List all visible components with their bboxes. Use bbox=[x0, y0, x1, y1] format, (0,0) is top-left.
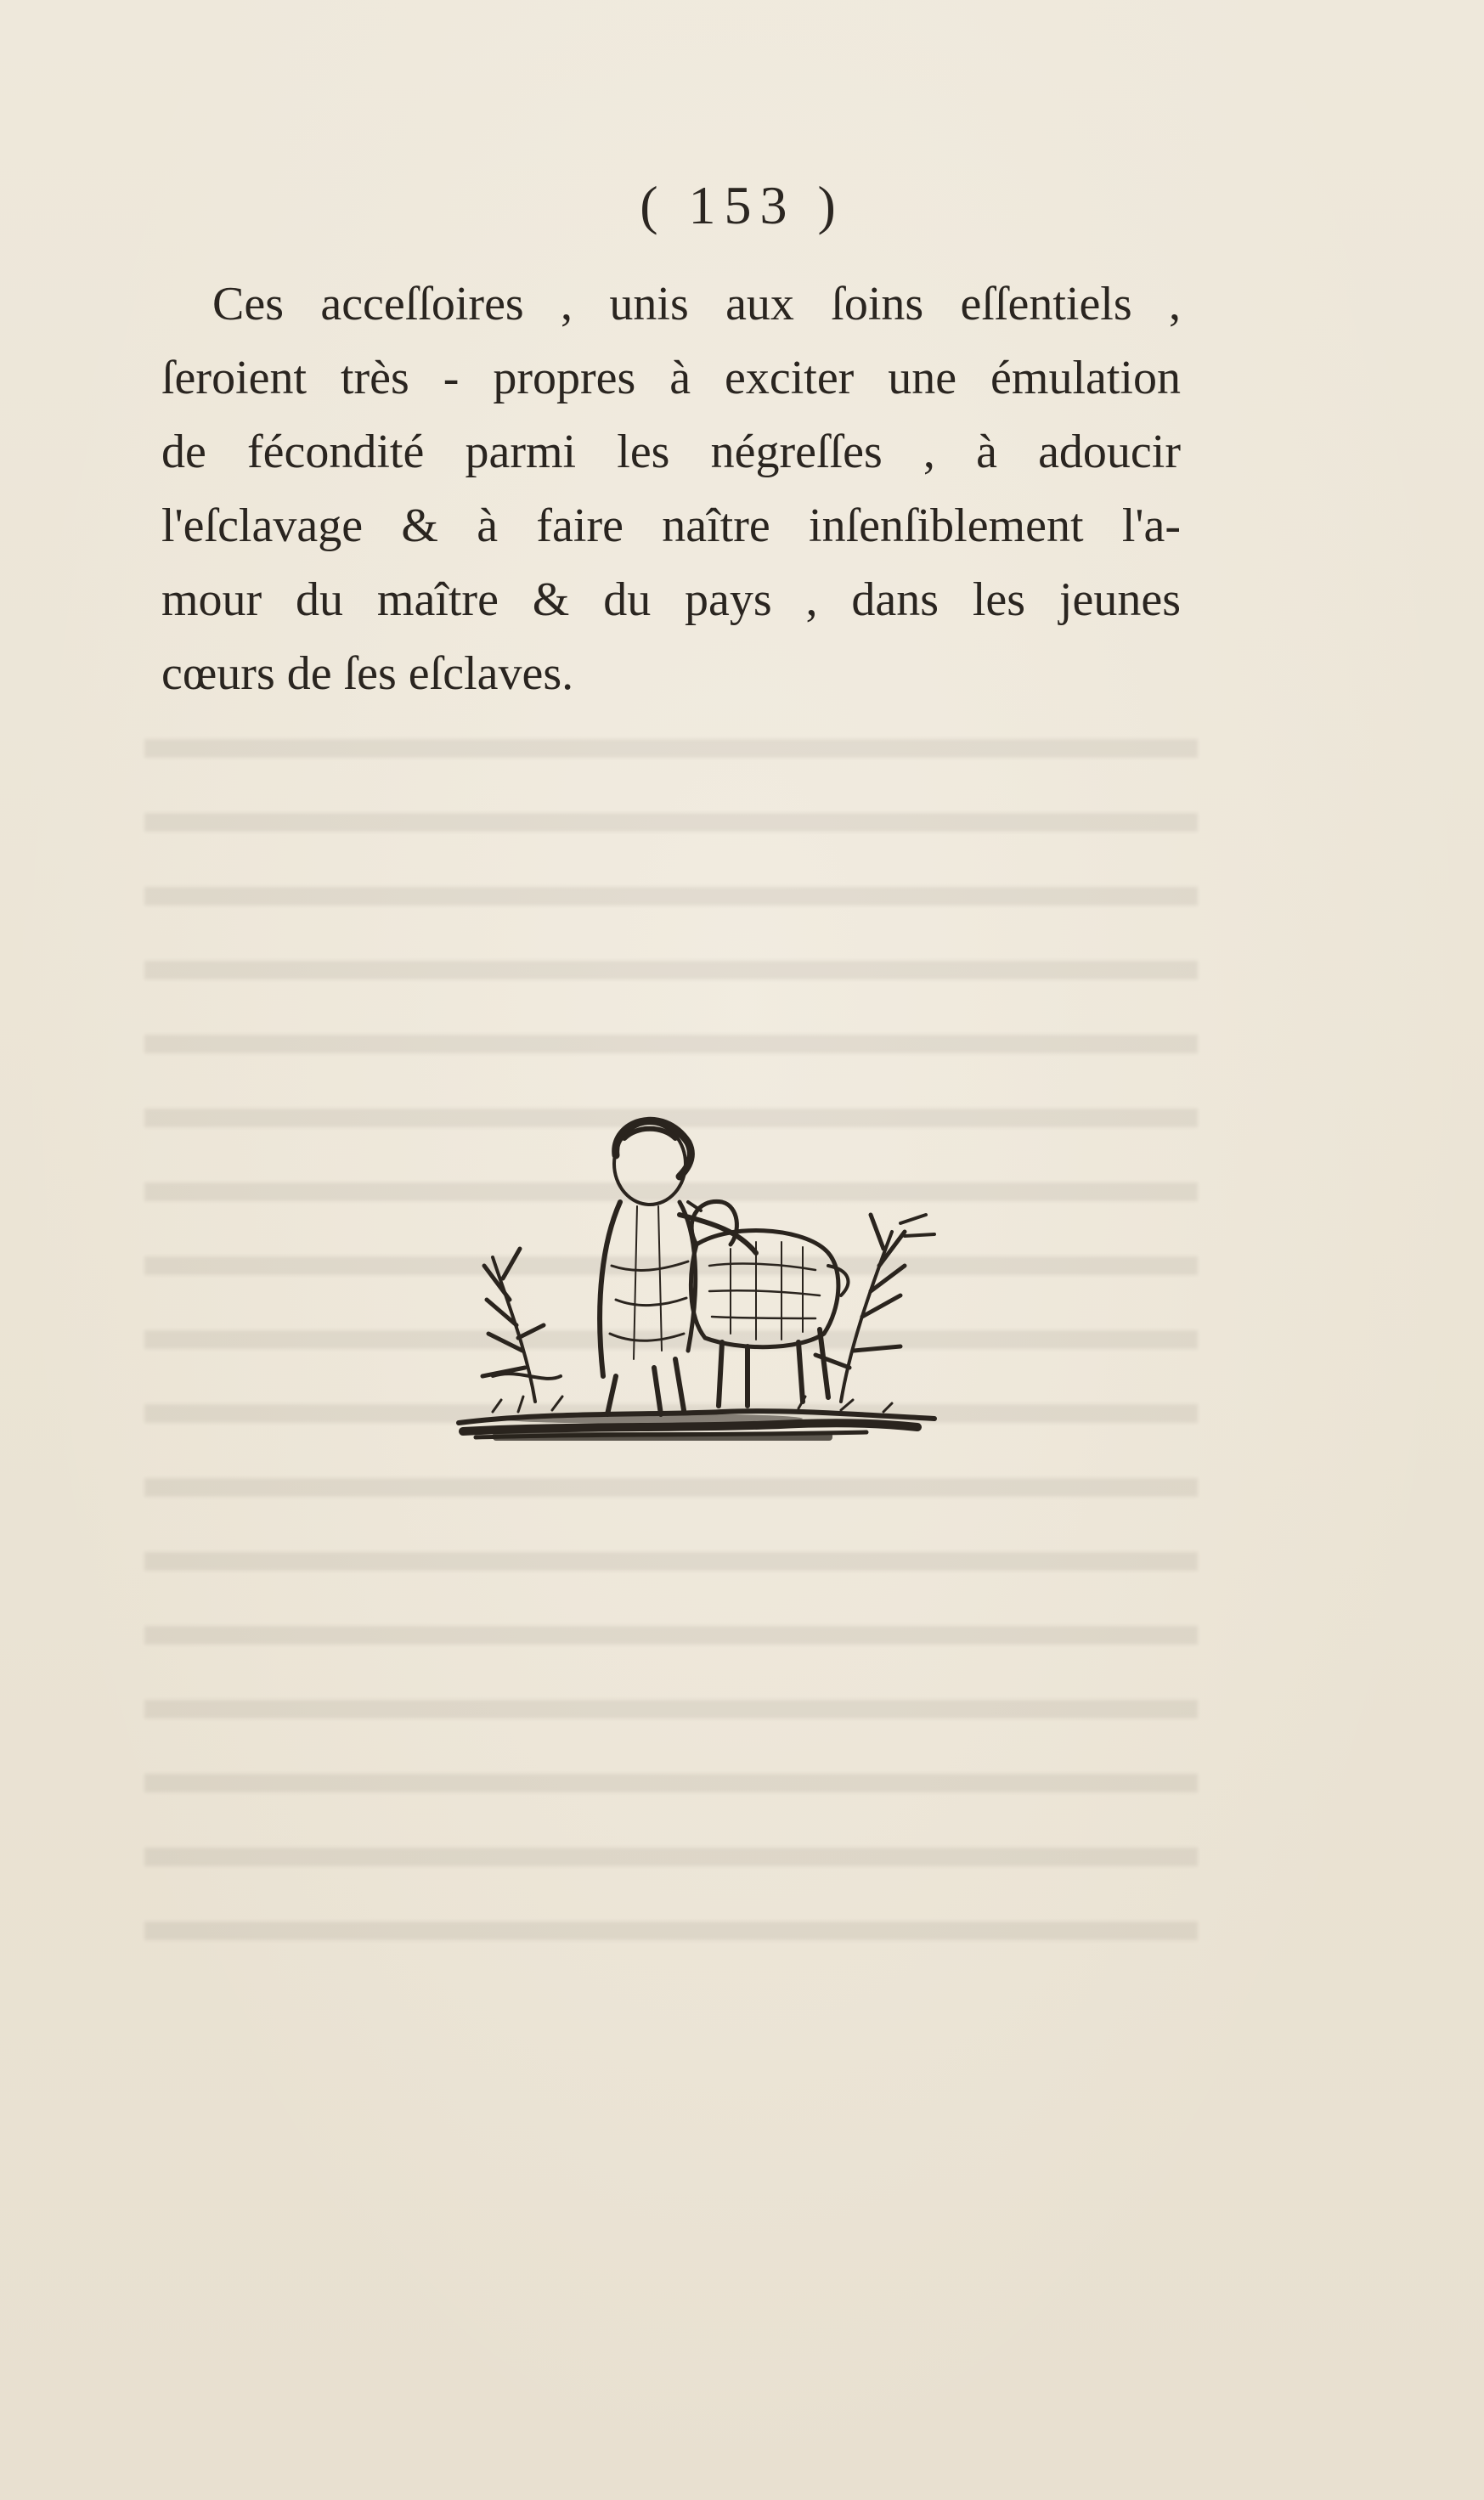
text-line: l'eſclavage & à faire naître inſenſiblement l'a- bbox=[161, 499, 1181, 552]
text-line: Ces acceſſoires , unis aux ſoins eſſentiels , bbox=[212, 278, 1181, 330]
text-line: cœurs de ſes eſclaves. bbox=[161, 647, 574, 700]
page-number: ( 153 ) bbox=[640, 175, 844, 235]
text-line: de fécondité parmi les négreſſes , à adoucir bbox=[161, 426, 1181, 478]
text-line: ſeroient très - propres à exciter une émulation bbox=[161, 352, 1181, 404]
child-with-lamb-engraving-icon bbox=[442, 1096, 951, 1461]
text-line: mour du maître & du pays , dans les jeunes bbox=[161, 573, 1181, 626]
body-paragraph bbox=[161, 268, 1181, 711]
